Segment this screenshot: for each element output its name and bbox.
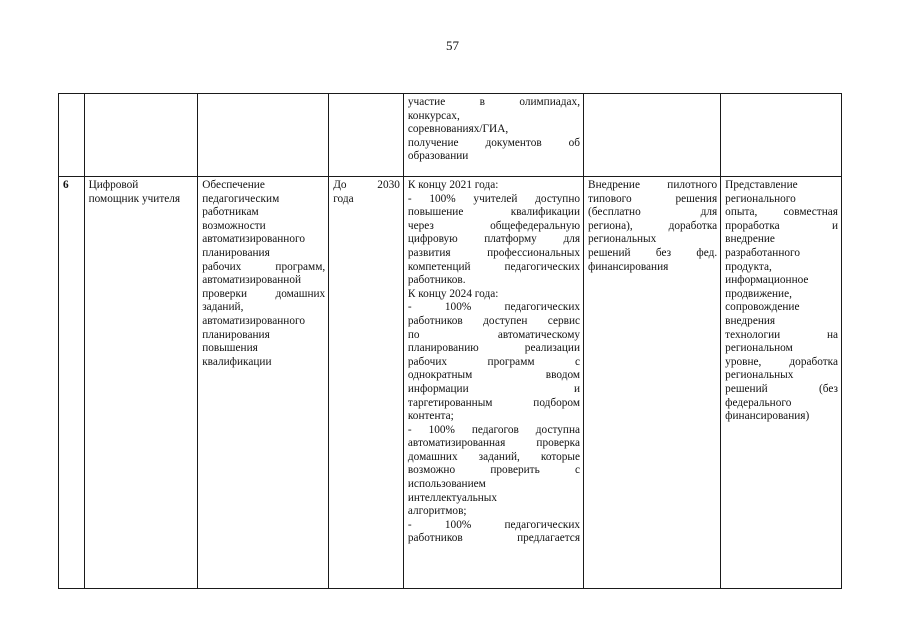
results-line: работников доступен сервис [407, 314, 581, 327]
regional-line: уровне, доработка [725, 355, 838, 368]
results-line: информации и [407, 382, 581, 395]
description-line: рабочих программ, [202, 260, 326, 273]
results-line: цифровую платформу для [407, 233, 581, 246]
pilot-line: региона), доработка [588, 219, 718, 232]
measures-table [58, 93, 842, 589]
regional-line: продвижение, [725, 287, 792, 300]
results-line: рабочих программ с [407, 355, 581, 368]
cell-pilot-empty [584, 94, 721, 177]
regional-line: продукта, [725, 260, 772, 273]
cell-description [198, 177, 329, 589]
pilot-line: типового решения [588, 192, 718, 205]
term-year: 2030 [377, 179, 400, 191]
results-line: алгоритмов; [407, 505, 467, 518]
results-line: получение документов об [407, 136, 581, 149]
description-line: повышения [202, 342, 258, 355]
description-line: автоматизированного [202, 314, 305, 327]
results-line: через общефедеральную [407, 219, 581, 232]
cell-results [403, 177, 583, 589]
cell-description-empty [198, 94, 329, 177]
regional-line: внедрение [725, 233, 775, 246]
regional-line: технологии на [725, 328, 838, 341]
pilot-line: (бесплатно для [588, 206, 718, 219]
results-line: использованием [407, 478, 486, 491]
results-line: таргетированным подбором [407, 396, 581, 409]
results-line: К концу 2024 года: [407, 287, 499, 300]
cell-title [84, 177, 198, 589]
pilot-line: Внедрение пилотного [588, 179, 718, 191]
cell-number-empty [59, 94, 85, 177]
table-row-6 [59, 177, 842, 589]
description-line: квалификации [202, 355, 272, 368]
results-line: конкурсах, [407, 109, 460, 122]
cell-regional-empty [721, 94, 842, 177]
cell-title-empty [84, 94, 198, 177]
regional-line: опыта, совместная [725, 206, 838, 219]
results-line: - 100% учителей доступно [407, 192, 581, 205]
regional-line: информационное [725, 274, 809, 287]
regional-line: региональных [725, 369, 794, 382]
results-line: К концу 2021 года: [407, 179, 499, 191]
term-line [333, 179, 400, 193]
pilot-line: региональных [588, 233, 657, 246]
results-line: автоматизированная проверка [407, 437, 581, 450]
results-line: контента; [407, 410, 454, 423]
results-line: работников. [407, 274, 466, 287]
results-line: образовании [407, 150, 469, 163]
description-line: автоматизированной [202, 274, 302, 287]
regional-line: внедрения [725, 314, 776, 327]
results-line: работников предлагается [407, 532, 581, 545]
results-line: - 100% педагогических [407, 301, 581, 314]
pilot-line: решений без фед. [588, 246, 718, 259]
row-number: 6 [59, 177, 85, 589]
cell-term [329, 177, 404, 589]
regional-line: сопровождение [725, 301, 800, 314]
title-line: помощник учителя [88, 192, 181, 205]
description-line: заданий, [202, 301, 244, 314]
regional-line: региональном [725, 342, 793, 355]
description-line: Обеспечение [202, 179, 265, 191]
term-suffix: года [333, 192, 354, 205]
description-line: возможности [202, 219, 266, 232]
results-line: - 100% педагогических [407, 518, 581, 531]
regional-line: Представление [725, 179, 798, 191]
cell-pilot-solution [584, 177, 721, 589]
cell-term-empty [329, 94, 404, 177]
regional-line: проработка и [725, 219, 838, 232]
description-line: автоматизированного [202, 233, 305, 246]
results-line: по автоматическому [407, 328, 581, 341]
description-line: проверки домашних [202, 287, 326, 300]
cell-results-continuation [403, 94, 583, 177]
cell-regional-role [721, 177, 842, 589]
regional-line: разработанного [725, 246, 801, 259]
results-line: повышение квалификации [407, 206, 581, 219]
results-line: возможно проверить с [407, 464, 581, 477]
description-line: планирования [202, 328, 270, 341]
title-line: Цифровой [88, 179, 139, 191]
page-number: 57 [446, 38, 459, 53]
regional-line: финансирования) [725, 410, 810, 423]
regional-line: федерального [725, 396, 792, 409]
results-line: домашних заданий, которые [407, 450, 581, 463]
results-line: участие в олимпиадах, [407, 96, 581, 108]
description-line: работникам [202, 206, 259, 219]
results-line: - 100% педагогов доступна [407, 423, 581, 436]
description-line: педагогическим [202, 192, 280, 205]
results-line: интеллектуальных [407, 491, 498, 504]
results-line: компетенций педагогических [407, 260, 581, 273]
term-prefix: До [333, 179, 347, 191]
results-line: однократным вводом [407, 369, 581, 382]
results-line: развития профессиональных [407, 246, 581, 259]
description-line: планирования [202, 246, 270, 259]
results-line: соревнованиях/ГИА, [407, 123, 509, 136]
regional-line: регионального [725, 192, 796, 205]
pilot-line: финансирования [588, 260, 669, 273]
results-line: планированию реализации [407, 342, 581, 355]
regional-line: решений (без [725, 382, 838, 395]
table-row-continuation [59, 94, 842, 177]
